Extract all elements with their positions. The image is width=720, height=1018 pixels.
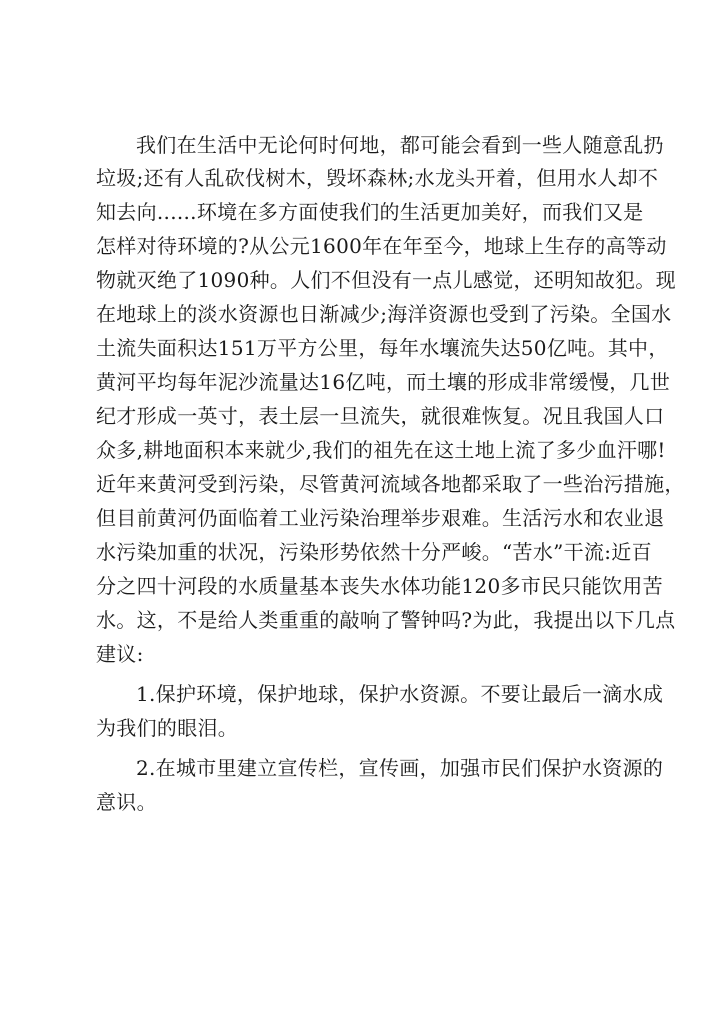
text-line: 在地球上的淡水资源也日渐减少;海洋资源也受到了污染。全国水 (96, 302, 672, 326)
list-item-1-continuation: 为我们的眼泪。 (96, 716, 239, 740)
list-item-2-continuation: 意识。 (96, 790, 157, 814)
text-line: 众多,耕地面积本来就少,我们的祖先在这土地上流了多少血汗哪! (96, 438, 666, 462)
text-line: 垃圾;还有人乱砍伐树木，毁坏森林;水龙头开着，但用水人却不 (96, 166, 659, 190)
text-line: 分之四十河段的水质量基本丧失水体功能120多市民只能饮用苦 (96, 574, 663, 598)
text-line: 知去向......环境在多方面使我们的生活更加美好，而我们又是 (96, 200, 644, 224)
text-line: 水污染加重的状况，污染形势依然十分严峻。“苦水”干流:近百 (96, 540, 652, 564)
text-line: 黄河平均每年泥沙流量达16亿吨，而土壤的形成非常缓慢，几世 (96, 370, 671, 394)
text-line: 土流失面积达151万平方公里，每年水壤流失达50亿吨。其中， (96, 336, 669, 360)
list-item-2: 2.在城市里建立宣传栏，宣传画，加强市民们保护水资源的 (136, 756, 664, 780)
text-line: 物就灭绝了1090种。人们不但没有一点儿感觉，还明知故犯。现 (96, 268, 676, 292)
text-line: 怎样对待环境的?从公元1600年在年至今，地球上生存的高等动 (96, 234, 667, 258)
text-line: 近年来黄河受到污染，尽管黄河流域各地都采取了一些治污措施， (96, 472, 685, 496)
text-line: 水。这，不是给人类重重的敲响了警钟吗?为此，我提出以下几点 (96, 608, 676, 632)
list-item-1: 1.保护环境，保护地球，保护水资源。不要让最后一滴水成 (136, 682, 664, 706)
text-line: 我们在生活中无论何时何地，都可能会看到一些人随意乱扔 (136, 133, 664, 157)
text-line: 但目前黄河仍面临着工业污染治理举步艰难。生活污水和农业退 (96, 506, 665, 530)
text-line: 建议: (96, 642, 144, 666)
text-line: 纪才形成一英寸，表土层一旦流失，就很难恢复。况且我国人口 (96, 404, 665, 428)
